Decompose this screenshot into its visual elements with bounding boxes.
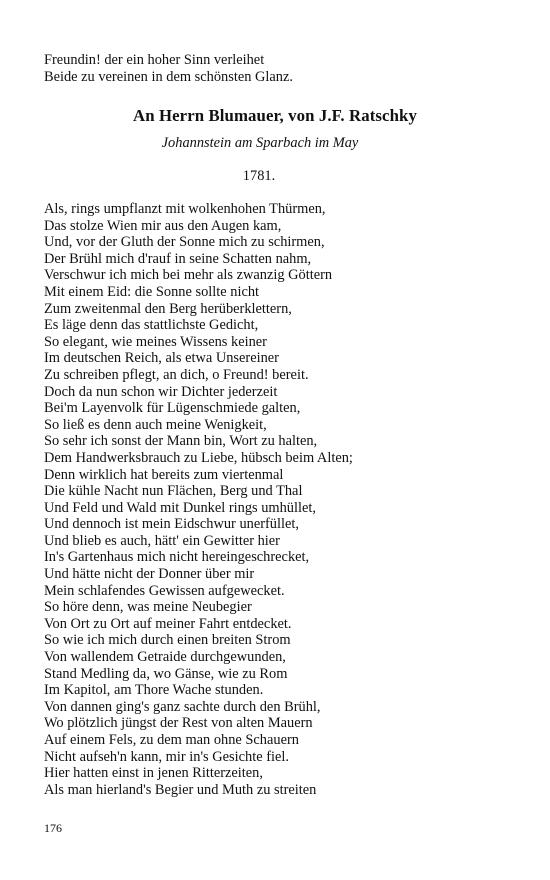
poem-line: Als man hierland's Begier und Muth zu streiten xyxy=(44,781,317,798)
poem-line: Im deutschen Reich, als etwa Unsereiner xyxy=(44,350,279,367)
poem-line: Und dennoch ist mein Eidschwur unerfüllet, xyxy=(44,516,299,533)
poem-line: Auf einem Fels, zu dem man ohne Schauern xyxy=(44,732,299,748)
poem-line: Mein schlafendes Gewissen aufgewecket. xyxy=(44,582,285,599)
poem-line: Und Feld und Wald mit Dunkel rings umhüllet, xyxy=(44,499,316,516)
poem-line: Das stolze Wien mir aus den Augen kam, xyxy=(44,217,282,234)
poem-line: Im Kapitol, am Thore Wache stunden. xyxy=(44,682,264,699)
poem-line: Wo plötzlich jüngst der Rest von alten Mauern xyxy=(44,715,313,732)
continuation-line: Freundin! der ein hoher Sinn verleihet xyxy=(44,52,265,68)
poem-line: Die kühle Nacht nun Flächen, Berg und Thal xyxy=(44,483,303,500)
poem-line: Von dannen ging's ganz sachte durch den Brühl, xyxy=(44,698,321,715)
continuation-line: Beide zu vereinen in dem schönsten Glanz. xyxy=(44,68,293,85)
poem-line: Es läge denn das stattlichste Gedicht, xyxy=(44,317,259,334)
poem-line: So wie ich mich durch einen breiten Strom xyxy=(44,632,291,649)
poem-line: Von wallendem Getraide durchgewunden, xyxy=(44,649,286,666)
poem-line: In's Gartenhaus mich nicht hereingeschrecket, xyxy=(44,549,310,566)
poem-line: Bei'm Layenvolk für Lügenschmiede galten, xyxy=(44,400,301,417)
poem-body xyxy=(44,201,353,798)
poem-line: So elegant, wie meines Wissens keiner xyxy=(44,333,267,350)
poem-line: So ließ es denn auch meine Wenigkeit, xyxy=(44,416,267,433)
poem-year: 1781. xyxy=(242,168,276,184)
poem-line: So höre denn, was meine Neubegier xyxy=(44,599,252,616)
poem-line: Der Brühl mich d'rauf in seine Schatten nahm, xyxy=(44,250,312,267)
poem-line: Doch da nun schon wir Dichter jederzeit xyxy=(44,383,278,400)
poem-line: Mit einem Eid: die Sonne sollte nicht xyxy=(44,283,260,300)
poem-title: An Herrn Blumauer, von J.F. Ratschky xyxy=(133,106,417,125)
poem-line: Zu schreiben pflegt, an dich, o Freund! bereit. xyxy=(44,366,309,383)
poem-subtitle: Johannstein am Sparbach im May xyxy=(161,135,359,151)
poem-line: Stand Medling da, wo Gänse, wie zu Rom xyxy=(44,665,288,682)
poem-line: Zum zweitenmal den Berg herüberklettern, xyxy=(44,300,292,317)
poem-line: So sehr ich sonst der Mann bin, Wort zu halten, xyxy=(44,433,318,450)
continuation-lines xyxy=(44,52,293,85)
poem-line: Von Ort zu Ort auf meiner Fahrt entdecket. xyxy=(44,615,292,632)
poem-line: Als, rings umpflanzt mit wolkenhohen Thürmen, xyxy=(44,201,326,217)
poem-line: Denn wirklich hat bereits zum viertenmal xyxy=(44,466,284,483)
poem-line: Dem Handwerksbrauch zu Liebe, hübsch beim Alten; xyxy=(44,449,353,466)
page-number: 176 xyxy=(44,821,62,835)
poem-line: Und blieb es auch, hätt' ein Gewitter hier xyxy=(44,532,280,549)
poem-line: Und hätte nicht der Donner über mir xyxy=(44,566,255,583)
poem-line: Nicht aufseh'n kann, mir in's Gesichte fiel. xyxy=(44,748,289,765)
poem-line: Und, vor der Gluth der Sonne mich zu schirmen, xyxy=(44,234,325,251)
poem-line: Verschwur ich mich bei mehr als zwanzig Göttern xyxy=(44,267,333,284)
poem-line: Hier hatten einst in jenen Ritterzeiten, xyxy=(44,765,263,782)
